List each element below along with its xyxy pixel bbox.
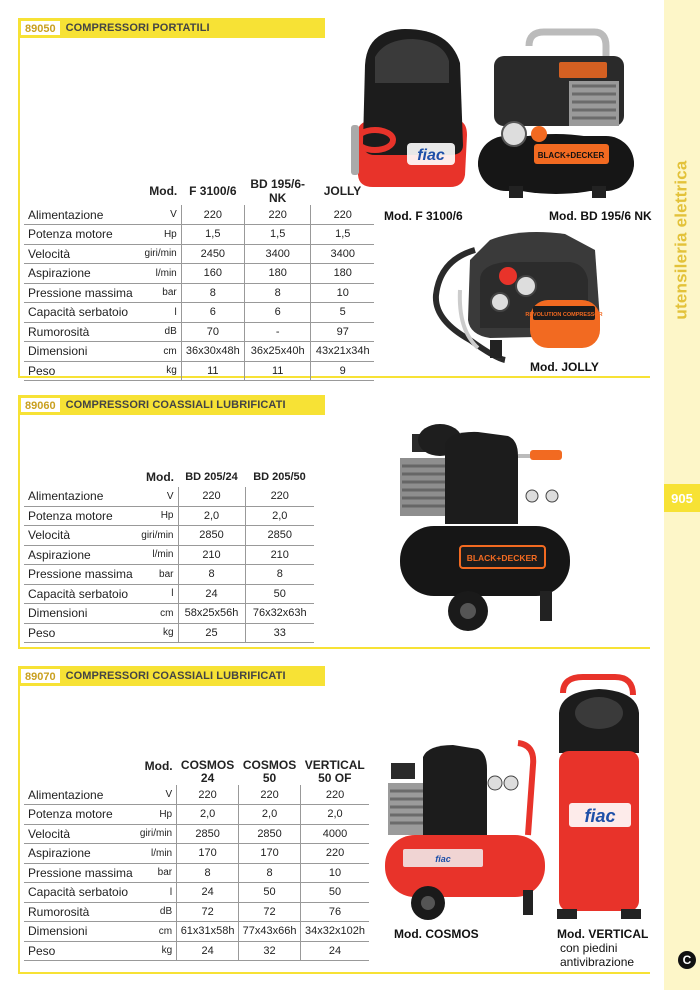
table-cell: 170 [177, 844, 239, 864]
table-cell: 210 [245, 545, 314, 565]
caption-jolly: Mod. JOLLY [530, 360, 599, 374]
row-label: Capacità serbatoio [24, 303, 133, 323]
row-unit: giri/min [133, 824, 177, 844]
table-row [24, 244, 374, 264]
table-cell: 11 [181, 361, 244, 381]
table-row [24, 545, 314, 565]
section-code: 89060 [20, 397, 61, 413]
caption-f3100: Mod. F 3100/6 [384, 209, 463, 223]
mod-label: Mod. [144, 759, 173, 773]
table-cell: 3400 [244, 244, 311, 264]
table-row [24, 902, 369, 922]
table-cell: 6 [244, 303, 311, 323]
row-label: Alimentazione [24, 785, 133, 805]
table-cell: 34x32x102h [301, 922, 369, 942]
caption-vertical-note: con piedini antivibrazione [560, 941, 635, 969]
table-cell: 76 [301, 902, 369, 922]
section-border-bottom [18, 972, 650, 974]
section-border-left [18, 18, 20, 378]
row-unit: dB [133, 322, 182, 342]
table-cell: 50 [301, 883, 369, 903]
table-cell: - [244, 322, 311, 342]
table-cell: 2850 [178, 526, 245, 546]
table-cell: 24 [177, 941, 239, 961]
table-row [24, 205, 374, 225]
row-unit: bar [134, 565, 178, 585]
table-cell: 220 [245, 487, 314, 507]
table-cell: 32 [239, 941, 301, 961]
row-unit: kg [134, 623, 178, 643]
table-row [24, 342, 374, 362]
table-header-row [24, 467, 314, 487]
row-unit: Hp [133, 805, 177, 825]
table-row [24, 785, 369, 805]
model-name: F 3100/6 [189, 184, 237, 198]
table-cell: 220 [181, 205, 244, 225]
mod-label: Mod. [146, 469, 174, 484]
model-name: VERTICAL 50 OF [304, 758, 365, 785]
row-label: Rumorosità [24, 902, 133, 922]
table-cell: 9 [311, 361, 374, 381]
row-label: Velocità [24, 244, 133, 264]
fiac-logo: fiac [584, 806, 616, 826]
section-border-left [18, 395, 20, 649]
table-row [24, 824, 369, 844]
row-label: Dimensioni [24, 342, 133, 362]
table-cell: 43x21x34h [311, 342, 374, 362]
table-cell: 220 [178, 487, 245, 507]
compressor-bd205-image [390, 416, 575, 636]
row-unit: l/min [133, 844, 177, 864]
table-row [24, 506, 314, 526]
table-row [24, 844, 369, 864]
section-header-89070 [18, 666, 325, 686]
bd-logo: BLACK+DECKER [537, 151, 605, 160]
row-label: Peso [24, 623, 134, 643]
compressor-f3100-image [345, 25, 475, 197]
row-label: Alimentazione [24, 205, 133, 225]
model-name: BD 195/6-NK [250, 177, 306, 205]
table-cell: 220 [239, 785, 301, 805]
table-cell: 8 [178, 565, 245, 585]
table-cell: 77x43x66h [239, 922, 301, 942]
table-row [24, 922, 369, 942]
compressor-bd195-image [474, 26, 639, 198]
table-row [24, 565, 314, 585]
table-cell: 2,0 [178, 506, 245, 526]
compressor-cosmos-image [383, 735, 548, 925]
fiac-logo: fiac [417, 147, 445, 164]
row-unit: cm [133, 922, 177, 942]
caption-bd195: Mod. BD 195/6 NK [549, 209, 652, 223]
table-cell: 97 [311, 322, 374, 342]
table-cell: 24 [178, 584, 245, 604]
row-label: Aspirazione [24, 844, 133, 864]
row-label: Velocità [24, 824, 133, 844]
table-row [24, 941, 369, 961]
row-label: Dimensioni [24, 604, 134, 624]
section-border-left [18, 666, 20, 974]
row-label: Pressione massima [24, 863, 133, 883]
spec-table-89070 [24, 759, 369, 961]
table-cell: 10 [311, 283, 374, 303]
row-unit: l/min [134, 545, 178, 565]
row-label: Potenza motore [24, 225, 133, 245]
table-cell: 170 [239, 844, 301, 864]
table-cell: 8 [244, 283, 311, 303]
table-cell: 8 [245, 565, 314, 585]
table-cell: 2,0 [177, 805, 239, 825]
row-label: Capacità serbatoio [24, 584, 134, 604]
table-cell: 76x32x63h [245, 604, 314, 624]
section-title: COMPRESSORI COASSIALI LUBRIFICATI [65, 670, 286, 682]
table-cell: 180 [244, 264, 311, 284]
table-row [24, 487, 314, 507]
table-cell: 180 [311, 264, 374, 284]
caption-vertical: Mod. VERTICAL [557, 927, 649, 941]
table-cell: 25 [178, 623, 245, 643]
table-cell: 220 [244, 205, 311, 225]
table-row [24, 526, 314, 546]
row-label: Peso [24, 361, 133, 381]
table-cell: 1,5 [244, 225, 311, 245]
table-cell: 2850 [239, 824, 301, 844]
table-cell: 11 [244, 361, 311, 381]
bd-logo: BLACK+DECKER [466, 553, 538, 563]
row-label: Pressione massima [24, 565, 134, 585]
compressor-vertical-image [553, 673, 648, 923]
table-cell: 220 [177, 785, 239, 805]
table-row [24, 225, 374, 245]
table-cell: 2850 [177, 824, 239, 844]
row-unit: l [134, 584, 178, 604]
model-name: JOLLY [323, 184, 362, 198]
section-border-bottom [18, 647, 650, 649]
row-unit: kg [133, 941, 177, 961]
table-cell: 33 [245, 623, 314, 643]
compressor-jolly-image [430, 220, 605, 370]
table-cell: 6 [181, 303, 244, 323]
row-label: Potenza motore [24, 506, 134, 526]
table-row [24, 361, 374, 381]
table-row [24, 322, 374, 342]
table-cell: 160 [181, 264, 244, 284]
caption-cosmos: Mod. COSMOS [394, 927, 479, 941]
table-row [24, 805, 369, 825]
sidebar-category-label: utensileria elettrica [672, 160, 692, 320]
page-number: 905 [664, 484, 700, 512]
row-unit: giri/min [134, 526, 178, 546]
row-unit: bar [133, 863, 177, 883]
row-unit: Hp [133, 225, 182, 245]
row-unit: l/min [133, 264, 182, 284]
table-cell: 2850 [245, 526, 314, 546]
table-cell: 70 [181, 322, 244, 342]
table-cell: 10 [301, 863, 369, 883]
row-unit: giri/min [133, 244, 182, 264]
fiac-logo: fiac [435, 854, 451, 864]
table-row [24, 303, 374, 323]
row-label: Peso [24, 941, 133, 961]
table-row [24, 604, 314, 624]
table-row [24, 883, 369, 903]
row-unit: cm [133, 342, 182, 362]
publisher-logo-icon: C [678, 951, 696, 969]
table-cell: 220 [311, 205, 374, 225]
section-code: 89050 [20, 20, 61, 36]
table-row [24, 584, 314, 604]
table-header-row [24, 759, 369, 785]
section-code: 89070 [20, 668, 61, 684]
spec-table-89060 [24, 467, 314, 643]
row-label: Velocità [24, 526, 134, 546]
table-cell: 61x31x58h [177, 922, 239, 942]
table-header-row [24, 177, 374, 205]
row-label: Rumorosità [24, 322, 133, 342]
row-unit: kg [133, 361, 182, 381]
row-label: Pressione massima [24, 283, 133, 303]
table-cell: 210 [178, 545, 245, 565]
table-row [24, 623, 314, 643]
section-title: COMPRESSORI COASSIALI LUBRIFICATI [65, 399, 286, 411]
row-unit: Hp [134, 506, 178, 526]
section-title: COMPRESSORI PORTATILI [65, 22, 210, 34]
table-cell: 2450 [181, 244, 244, 264]
model-name: BD 205/50 [253, 470, 306, 483]
table-cell: 3400 [311, 244, 374, 264]
table-cell: 220 [301, 785, 369, 805]
table-cell: 24 [301, 941, 369, 961]
spec-table-89050 [24, 177, 374, 381]
table-cell: 2,0 [301, 805, 369, 825]
model-name: COSMOS 24 [180, 758, 235, 785]
table-cell: 220 [301, 844, 369, 864]
row-label: Aspirazione [24, 545, 134, 565]
row-label: Aspirazione [24, 264, 133, 284]
table-cell: 36x25x40h [244, 342, 311, 362]
table-cell: 8 [177, 863, 239, 883]
table-row [24, 863, 369, 883]
row-label: Dimensioni [24, 922, 133, 942]
table-cell: 2,0 [239, 805, 301, 825]
table-cell: 36x30x48h [181, 342, 244, 362]
table-cell: 2,0 [245, 506, 314, 526]
table-row [24, 283, 374, 303]
table-cell: 8 [181, 283, 244, 303]
row-unit: V [133, 205, 182, 225]
table-row [24, 264, 374, 284]
row-label: Capacità serbatoio [24, 883, 133, 903]
table-cell: 24 [177, 883, 239, 903]
table-cell: 1,5 [311, 225, 374, 245]
table-cell: 50 [239, 883, 301, 903]
section-header-89060 [18, 395, 325, 415]
row-label: Alimentazione [24, 487, 134, 507]
row-unit: l [133, 303, 182, 323]
table-cell: 50 [245, 584, 314, 604]
model-name: BD 205/24 [185, 470, 238, 483]
table-cell: 8 [239, 863, 301, 883]
table-cell: 5 [311, 303, 374, 323]
table-cell: 1,5 [181, 225, 244, 245]
row-unit: bar [133, 283, 182, 303]
table-cell: 72 [239, 902, 301, 922]
mod-label: Mod. [149, 184, 178, 198]
row-unit: dB [133, 902, 177, 922]
table-cell: 4000 [301, 824, 369, 844]
table-cell: 72 [177, 902, 239, 922]
model-name: COSMOS 50 [242, 758, 297, 785]
jolly-tag: REVOLUTION COMPRESSOR [525, 312, 603, 318]
row-unit: V [134, 487, 178, 507]
row-unit: V [133, 785, 177, 805]
row-unit: cm [134, 604, 178, 624]
row-unit: l [133, 883, 177, 903]
section-header-89050 [18, 18, 325, 38]
table-cell: 58x25x56h [178, 604, 245, 624]
row-label: Potenza motore [24, 805, 133, 825]
